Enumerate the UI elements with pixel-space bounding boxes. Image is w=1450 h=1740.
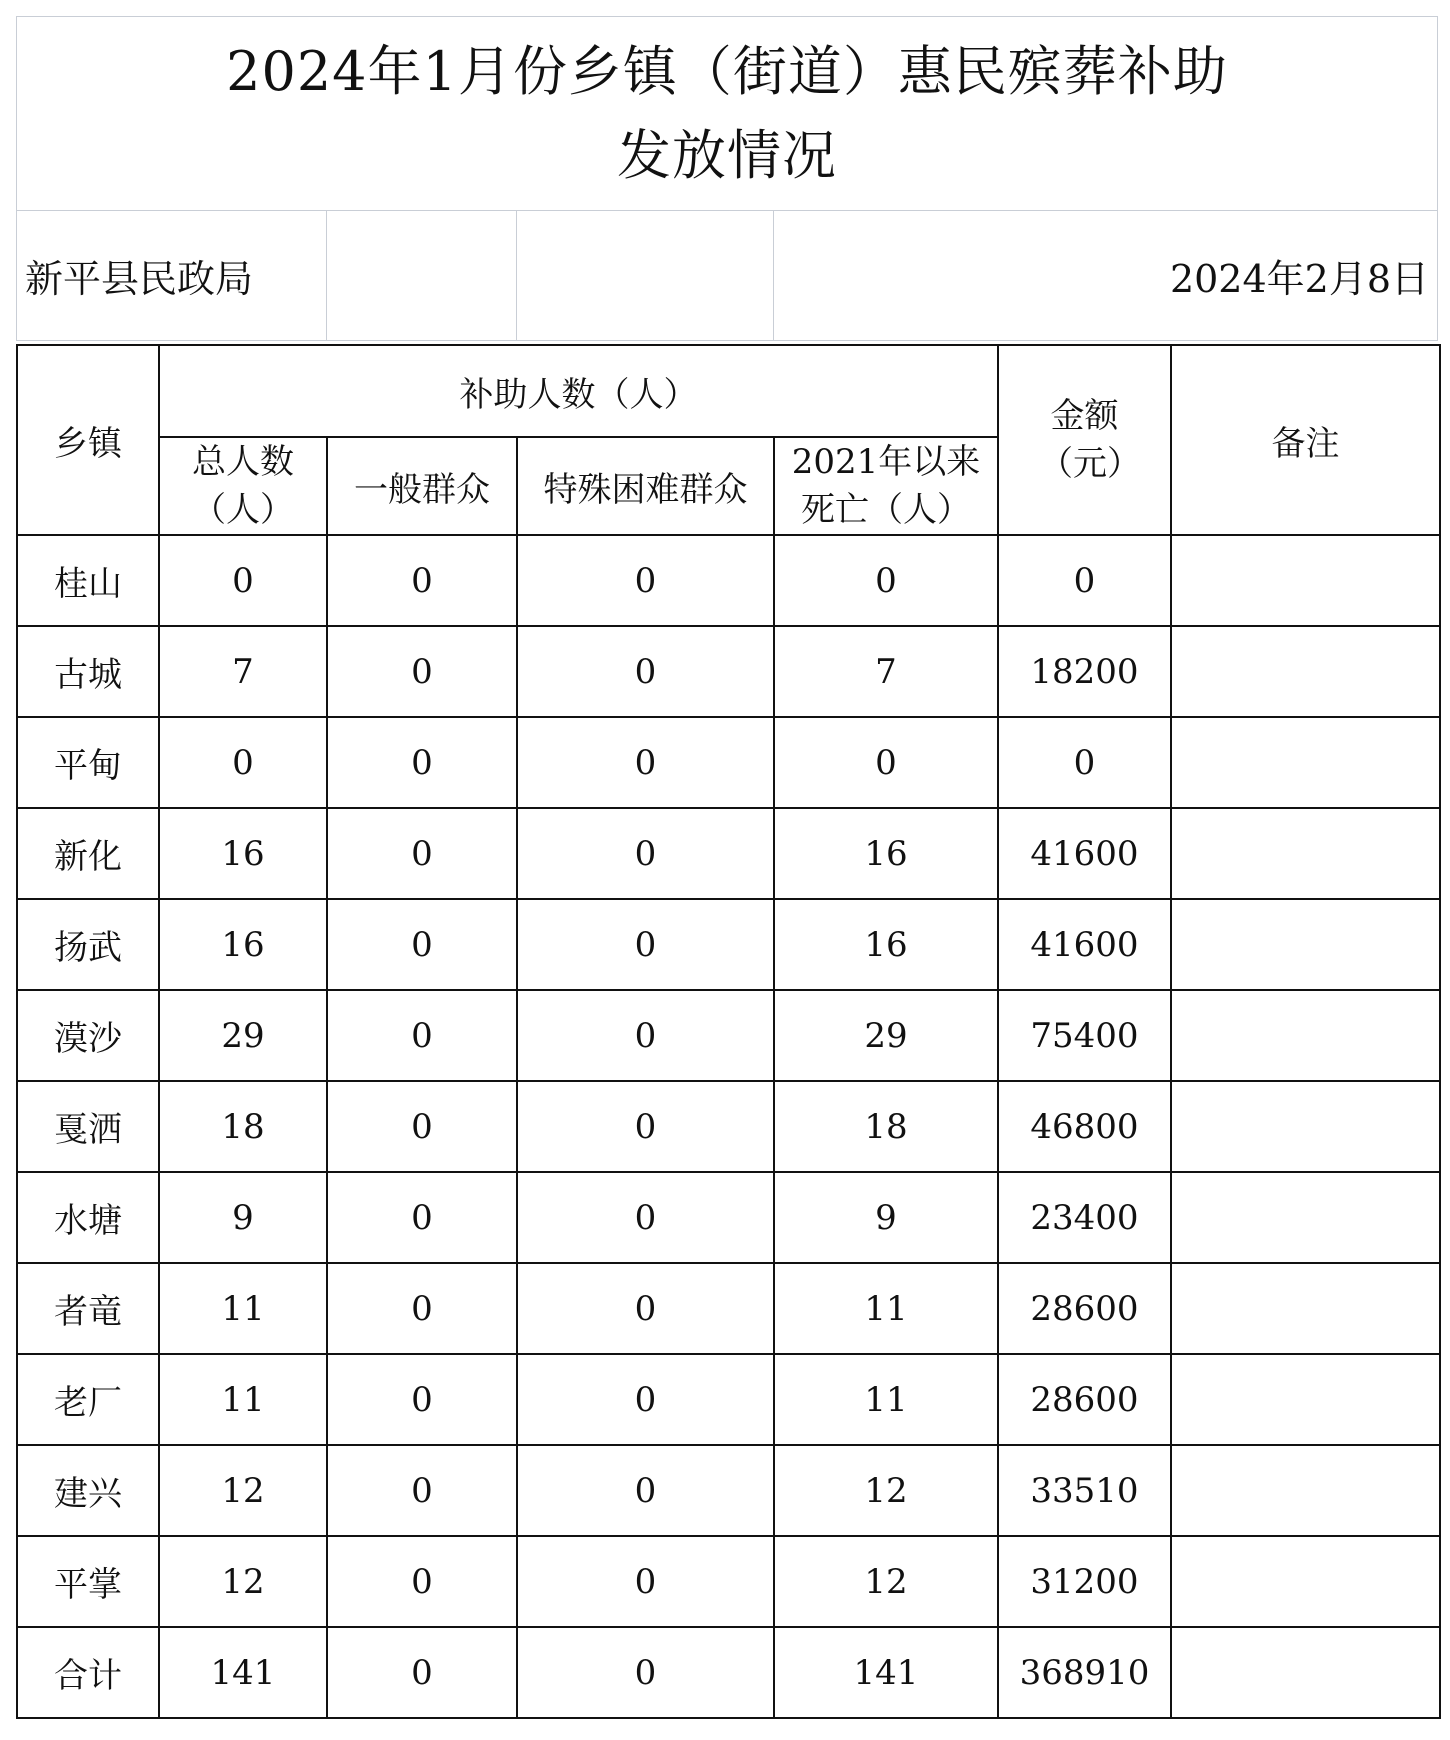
cell-special[interactable]: 0 [517,808,774,899]
header-subsidy-group[interactable]: 补助人数（人） [159,345,998,437]
organization-label: 新平县民政局 [25,257,254,301]
cell-special[interactable]: 0 [517,1445,774,1536]
cell-since2021[interactable]: 16 [774,808,998,899]
cell-remark[interactable] [1171,1627,1440,1718]
header-since-2021[interactable]: 2021年以来死亡（人） [774,437,998,535]
cell-remark[interactable] [1171,899,1440,990]
cell-total[interactable]: 29 [159,990,327,1081]
cell-remark[interactable] [1171,626,1440,717]
cell-since2021[interactable]: 12 [774,1536,998,1627]
organization-cell[interactable] [16,211,326,341]
cell-special[interactable]: 0 [517,1172,774,1263]
cell-remark[interactable] [1171,990,1440,1081]
header-remark[interactable]: 备注 [1171,345,1440,535]
cell-town[interactable]: 平甸 [17,717,159,808]
cell-town[interactable]: 漠沙 [17,990,159,1081]
table-row [17,1627,1440,1718]
cell-remark[interactable] [1171,717,1440,808]
cell-town[interactable]: 老厂 [17,1354,159,1445]
table-row [17,717,1440,808]
cell-special[interactable]: 0 [517,1536,774,1627]
cell-remark[interactable] [1171,1445,1440,1536]
cell-total[interactable]: 141 [159,1627,327,1718]
cell-remark[interactable] [1171,1536,1440,1627]
cell-total[interactable]: 18 [159,1081,327,1172]
cell-total[interactable]: 11 [159,1263,327,1354]
cell-town[interactable]: 古城 [17,626,159,717]
title-cell[interactable] [16,16,1438,211]
table-row [17,1172,1440,1263]
cell-total[interactable]: 11 [159,1354,327,1445]
header-general[interactable]: 一般群众 [327,437,517,535]
cell-town[interactable]: 水塘 [17,1172,159,1263]
cell-amount[interactable]: 75400 [998,990,1171,1081]
date-cell[interactable] [773,211,1438,341]
cell-remark[interactable] [1171,1354,1440,1445]
cell-general[interactable]: 0 [327,1081,517,1172]
header-special[interactable]: 特殊困难群众 [517,437,774,535]
cell-amount[interactable]: 23400 [998,1172,1171,1263]
cell-special[interactable]: 0 [517,1354,774,1445]
cell-since2021[interactable]: 11 [774,1354,998,1445]
table-row [17,808,1440,899]
empty-cell[interactable] [516,211,773,341]
cell-special[interactable]: 0 [517,717,774,808]
cell-since2021[interactable]: 16 [774,899,998,990]
cell-total[interactable]: 7 [159,626,327,717]
cell-since2021[interactable]: 18 [774,1081,998,1172]
cell-special[interactable]: 0 [517,1081,774,1172]
cell-total[interactable]: 16 [159,808,327,899]
cell-amount[interactable]: 28600 [998,1263,1171,1354]
empty-cell[interactable] [326,211,516,341]
cell-since2021[interactable]: 12 [774,1445,998,1536]
cell-total[interactable]: 0 [159,535,327,626]
cell-general[interactable]: 0 [327,990,517,1081]
cell-remark[interactable] [1171,1263,1440,1354]
table-row [17,990,1440,1081]
table-row [17,1081,1440,1172]
header-town[interactable]: 乡镇 [17,345,159,535]
cell-town[interactable]: 建兴 [17,1445,159,1536]
cell-total[interactable]: 12 [159,1536,327,1627]
cell-since2021[interactable]: 29 [774,990,998,1081]
cell-town[interactable]: 者竜 [17,1263,159,1354]
page-title-line2: 发放情况 [617,123,837,187]
cell-since2021[interactable]: 0 [774,717,998,808]
cell-remark[interactable] [1171,808,1440,899]
cell-general[interactable]: 0 [327,1627,517,1718]
cell-amount[interactable]: 18200 [998,626,1171,717]
header-total[interactable]: 总人数（人） [159,437,327,535]
cell-remark[interactable] [1171,535,1440,626]
header-row [17,345,1440,437]
cell-remark[interactable] [1171,1172,1440,1263]
cell-general[interactable]: 0 [327,1445,517,1536]
cell-special[interactable]: 0 [517,626,774,717]
cell-amount[interactable]: 41600 [998,808,1171,899]
table-row [17,1354,1440,1445]
cell-general[interactable]: 0 [327,1354,517,1445]
cell-since2021[interactable]: 0 [774,535,998,626]
cell-general[interactable]: 0 [327,1536,517,1627]
table-row [17,535,1440,626]
cell-amount[interactable]: 33510 [998,1445,1171,1536]
subsidy-table [16,344,1441,1719]
cell-amount[interactable]: 0 [998,535,1171,626]
table-row [17,1445,1440,1536]
cell-total[interactable]: 0 [159,717,327,808]
cell-total[interactable]: 12 [159,1445,327,1536]
meta-row [16,211,1438,341]
cell-total[interactable]: 16 [159,899,327,990]
cell-town[interactable]: 戛洒 [17,1081,159,1172]
cell-special[interactable]: 0 [517,990,774,1081]
cell-total[interactable]: 9 [159,1172,327,1263]
cell-amount[interactable]: 28600 [998,1354,1171,1445]
cell-amount[interactable]: 31200 [998,1536,1171,1627]
cell-town[interactable]: 新化 [17,808,159,899]
cell-town[interactable]: 扬武 [17,899,159,990]
cell-town[interactable]: 桂山 [17,535,159,626]
cell-general[interactable]: 0 [327,1263,517,1354]
cell-since2021[interactable]: 11 [774,1263,998,1354]
header-amount[interactable]: 金额（元） [998,345,1171,535]
cell-since2021[interactable]: 141 [774,1627,998,1718]
page-title: 2024年1月份乡镇（街道）惠民殡葬补助 [226,39,1228,103]
cell-remark[interactable] [1171,1081,1440,1172]
table-row [17,899,1440,990]
cell-special[interactable]: 0 [517,535,774,626]
cell-general[interactable]: 0 [327,1172,517,1263]
cell-town[interactable]: 平掌 [17,1536,159,1627]
table-row [17,626,1440,717]
cell-amount[interactable]: 46800 [998,1081,1171,1172]
cell-special[interactable]: 0 [517,1263,774,1354]
report-date: 2024年2月8日 [1169,257,1429,301]
cell-town[interactable]: 合计 [17,1627,159,1718]
cell-general[interactable]: 0 [327,717,517,808]
table-row [17,1263,1440,1354]
cell-since2021[interactable]: 7 [774,626,998,717]
cell-general[interactable]: 0 [327,808,517,899]
cell-general[interactable]: 0 [327,899,517,990]
cell-since2021[interactable]: 9 [774,1172,998,1263]
cell-general[interactable]: 0 [327,535,517,626]
cell-amount[interactable]: 0 [998,717,1171,808]
cell-amount[interactable]: 41600 [998,899,1171,990]
cell-amount[interactable]: 368910 [998,1627,1171,1718]
table-row [17,1536,1440,1627]
cell-general[interactable]: 0 [327,626,517,717]
cell-special[interactable]: 0 [517,1627,774,1718]
cell-special[interactable]: 0 [517,899,774,990]
